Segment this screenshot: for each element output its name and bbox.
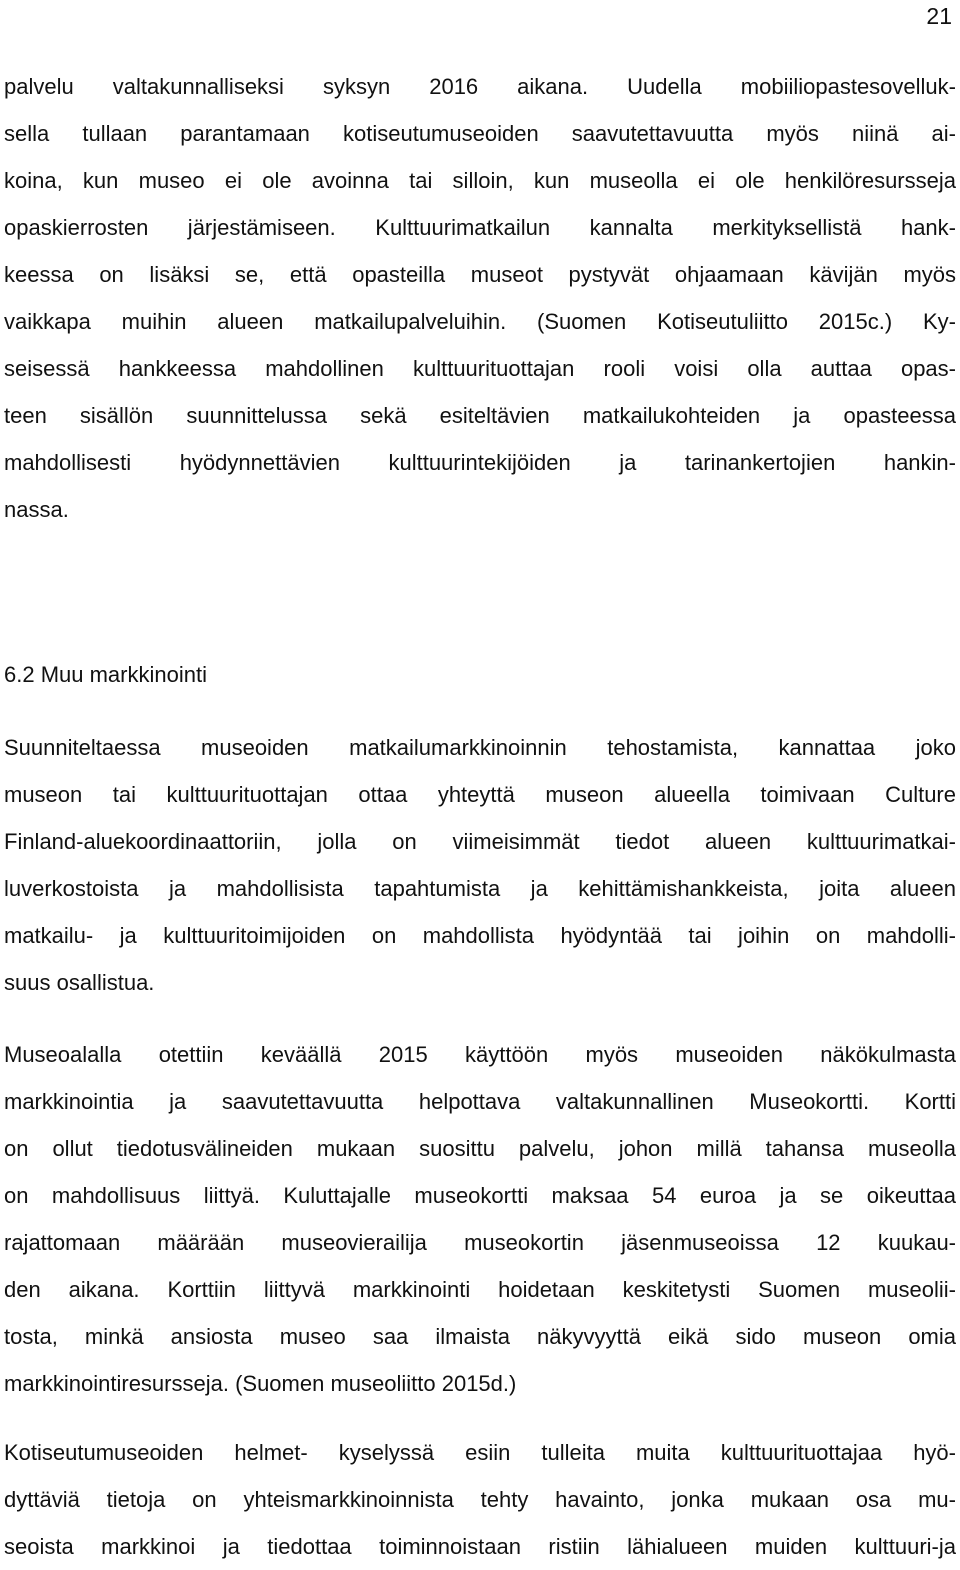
paragraph-1 — [4, 63, 956, 533]
text-line: markkinointiresursseja. (Suomen museoliitto 2015d.) — [4, 1371, 517, 1396]
text-line: markkinointia ja saavutettavuutta helpottava valtakunnallinen Museokortti. Kortti — [4, 1089, 956, 1114]
paragraph-4 — [4, 1429, 956, 1570]
text-line: museon tai kulttuurituottajan ottaa yhteyttä museon alueella toimivaan Culture — [4, 782, 956, 807]
text-line: Finland-aluekoordinaattoriin, jolla on viimeisimmät tiedot alueen kulttuurimatkai- — [4, 829, 956, 854]
text-line: mahdollisesti hyödynnettävien kulttuurintekijöiden ja tarinankertojien hankin- — [4, 450, 956, 475]
text-line: opaskierrosten järjestämiseen. Kulttuurimatkailun kannalta merkityksellistä hank- — [4, 215, 956, 240]
text-line: nassa. — [4, 497, 69, 522]
section-heading: 6.2 Muu markkinointi — [4, 662, 207, 687]
text-line: teen sisällön suunnittelussa sekä esiteltävien matkailukohteiden ja opasteessa — [4, 403, 956, 428]
text-line: suus osallistua. — [4, 970, 155, 995]
text-line: sella tullaan parantamaan kotiseutumuseoiden saavutettavuutta myös niinä ai- — [4, 121, 956, 146]
text-line: palvelu valtakunnalliseksi syksyn 2016 aikana. Uudella mobiiliopastesovelluk- — [4, 74, 956, 99]
text-line: on ollut tiedotusvälineiden mukaan suosittu palvelu, johon millä tahansa museolla — [4, 1136, 956, 1161]
text-line: seisessä hankkeessa mahdollinen kulttuurituottajan rooli voisi olla auttaa opas- — [4, 356, 956, 381]
text-line: luverkostoista ja mahdollisista tapahtumista ja kehittämishankkeista, joita alueen — [4, 876, 956, 901]
text-line: koina, kun museo ei ole avoinna tai silloin, kun museolla ei ole henkilöresursseja — [4, 168, 956, 193]
page-number: 21 — [926, 3, 952, 29]
text-line: seoista markkinoi ja tiedottaa toiminnoistaan ristiin lähialueen muiden kulttuuri-ja — [4, 1534, 956, 1559]
text-line: dyttäviä tietoja on yhteismarkkinoinnista tehty havainto, jonka mukaan osa mu- — [4, 1487, 956, 1512]
text-line: Kotiseutumuseoiden helmet- kyselyssä esiin tulleita muita kulttuurituottajaa hyö- — [4, 1440, 956, 1465]
paragraph-2 — [4, 724, 956, 1006]
text-line: on mahdollisuus liittyä. Kuluttajalle museokortti maksaa 54 euroa ja se oikeuttaa — [4, 1183, 956, 1208]
text-line: vaikkapa muihin alueen matkailupalveluihin. (Suomen Kotiseutuliitto 2015c.) Ky- — [4, 309, 956, 334]
text-line: matkailu- ja kulttuuritoimijoiden on mahdollista hyödyntää tai joihin on mahdolli- — [4, 923, 956, 948]
text-line: Museoalalla otettiin keväällä 2015 käyttöön myös museoiden näkökulmasta — [4, 1042, 956, 1067]
text-line: den aikana. Korttiin liittyvä markkinointi hoidetaan keskitetysti Suomen museolii- — [4, 1277, 956, 1302]
text-line: keessa on lisäksi se, että opasteilla museot pystyvät ohjaamaan kävijän myös — [4, 262, 956, 287]
text-line: tosta, minkä ansiosta museo saa ilmaista näkyvyyttä eikä sido museon omia — [4, 1324, 956, 1349]
text-line: rajattomaan määrään museovierailija museokortin jäsenmuseoissa 12 kuukau- — [4, 1230, 956, 1255]
paragraph-3 — [4, 1031, 956, 1407]
text-line: Suunniteltaessa museoiden matkailumarkkinoinnin tehostamista, kannattaa joko — [4, 735, 956, 760]
